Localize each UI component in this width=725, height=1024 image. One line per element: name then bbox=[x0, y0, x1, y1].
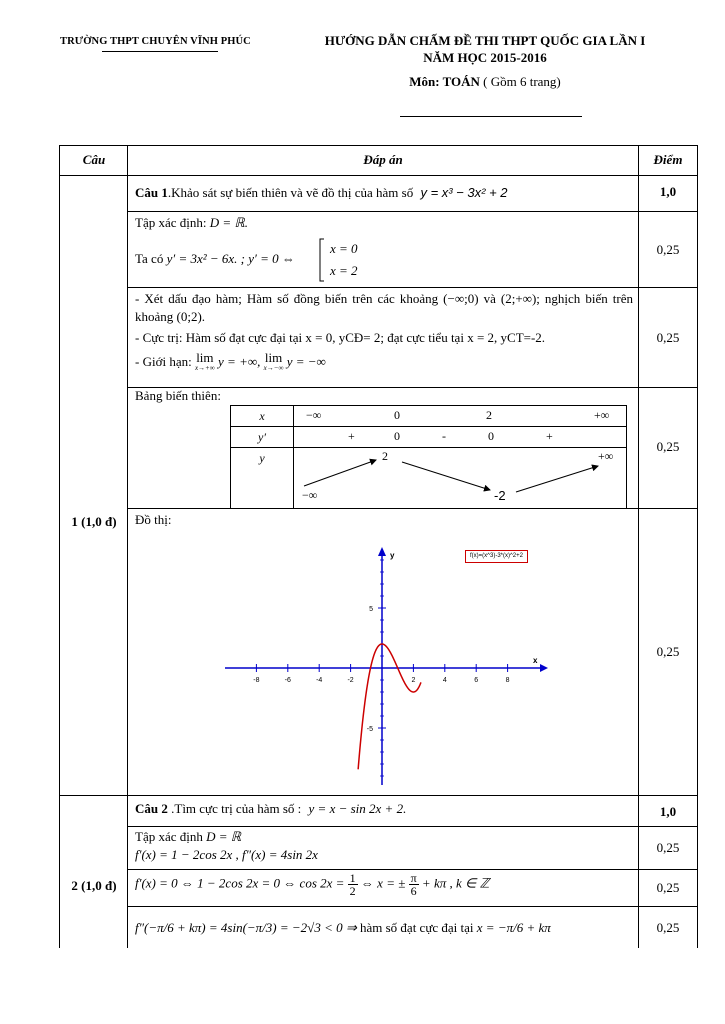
column-header-question: Câu bbox=[82, 152, 106, 167]
q2-crit-frac2-num: π bbox=[410, 871, 417, 885]
question-2-label: 2 (1,0 đ) bbox=[71, 878, 117, 893]
question-1-total-score: 1,0 bbox=[659, 184, 677, 199]
bbt-yp-zero2: 0 bbox=[488, 429, 494, 443]
q1-lim2-top: lim bbox=[264, 350, 283, 366]
q1-extrema-text: - Cực trị: Hàm số đạt cực đại tại x = 0, yCĐ= 2; đạt cực tiểu tại x = 2, yCT=-2. bbox=[135, 330, 546, 345]
q1-row4-score: 0,25 bbox=[656, 644, 680, 659]
q1-row1-score: 0,25 bbox=[656, 242, 680, 257]
graph-legend-text: f(x)=(x^3)-3*(x)^2+2 bbox=[470, 553, 523, 559]
x-tick-label: 4 bbox=[442, 677, 447, 684]
q1-lim1-expr: y = +∞, bbox=[218, 354, 261, 369]
bbt-yp-zero1: 0 bbox=[394, 429, 400, 443]
subject-label: Môn: TOÁN bbox=[409, 74, 480, 89]
q2-row1-score: 0,25 bbox=[656, 840, 680, 855]
bbt-x-0: 0 bbox=[394, 408, 400, 422]
column-header-score: Điểm bbox=[653, 152, 683, 167]
q1-domain-text: Tập xác định: bbox=[135, 215, 210, 230]
x-tick-label: -4 bbox=[316, 677, 323, 684]
x-tick-label: 2 bbox=[411, 677, 416, 684]
question-2-formula: y = x − sin 2x + 2. bbox=[308, 801, 407, 816]
q2-crit-a: f′(x) = 0 ⇔ 1 − 2cos 2x = 0 ⇔ cos 2x = bbox=[135, 875, 345, 891]
bbt-yp-label: y′ bbox=[231, 427, 294, 448]
question-1-label: 1 (1,0 đ) bbox=[71, 514, 117, 529]
q1-graph-label: Đồ thị: bbox=[135, 512, 172, 527]
bbt-x-2: 2 bbox=[486, 408, 492, 422]
q1-bbt-label: Bảng biến thiên: bbox=[135, 388, 221, 403]
bbt-yp-plus2: + bbox=[546, 429, 553, 443]
q1-limits-label: - Giới hạn: bbox=[135, 354, 195, 369]
question-1-prefix: Câu 1 bbox=[135, 185, 168, 200]
q2-domain-formula: D = ℝ bbox=[206, 829, 242, 844]
q1-lim2 bbox=[263, 350, 284, 373]
question-2-prefix: Câu 2 bbox=[135, 801, 168, 816]
x-tick-label: 6 bbox=[474, 677, 479, 684]
bbt-y-label: y bbox=[231, 448, 294, 509]
q1-domain-formula: D = ℝ. bbox=[209, 215, 248, 230]
question-2-total-score: 1,0 bbox=[659, 804, 677, 819]
q1-root-2: x = 2 bbox=[330, 263, 358, 278]
q1-lim1 bbox=[194, 350, 215, 373]
bbt-yp-plus1: + bbox=[348, 429, 355, 443]
q2-max-b: hàm số đạt cực đại tại bbox=[356, 920, 477, 935]
q1-row3-score: 0,25 bbox=[656, 439, 680, 454]
bbt-x-values bbox=[294, 406, 627, 427]
exam-title-line1: HƯỚNG DẪN CHẤM ĐỀ THI THPT QUỐC GIA LẦN I bbox=[324, 33, 646, 48]
q2-max-a: f″(−π/6 + kπ) = 4sin(−π/3) = −2√3 < 0 ⇒ bbox=[135, 920, 357, 935]
q1-lim1-top: lim bbox=[196, 350, 214, 366]
q1-lim1-bottom: x→+∞ bbox=[194, 364, 215, 373]
q1-system-bracket bbox=[318, 238, 326, 282]
function-curve bbox=[358, 644, 421, 769]
q2-maximum bbox=[135, 919, 635, 937]
y-tick-label: -5 bbox=[366, 726, 373, 733]
q1-variation-table bbox=[230, 405, 627, 509]
bbt-y-min: -2 bbox=[494, 488, 506, 503]
bbt-x-label: x bbox=[231, 406, 294, 427]
q1-domain bbox=[135, 214, 635, 232]
q2-critical-points bbox=[135, 872, 635, 897]
bbt-arrows bbox=[294, 448, 626, 508]
y-tick-label: 5 bbox=[369, 606, 373, 613]
q2-max-c: x = −π/6 + kπ bbox=[476, 920, 551, 935]
question-2-text: .Tìm cực trị của hàm số : bbox=[167, 801, 302, 816]
x-tick-label: 8 bbox=[505, 677, 510, 684]
bbt-x-neg-inf: −∞ bbox=[306, 408, 322, 422]
q2-domain-text: Tập xác định bbox=[135, 829, 207, 844]
q1-derivative-formula: y′ = 3x² − 6x. ; y′ = 0 ⇔ bbox=[166, 251, 295, 266]
q1-derivative bbox=[135, 250, 305, 268]
q2-domain bbox=[135, 828, 635, 846]
q2-crit-frac2 bbox=[409, 872, 419, 897]
bbt-yp-minus: - bbox=[442, 429, 446, 443]
exam-title-line2: NĂM HỌC 2015-2016 bbox=[423, 50, 547, 65]
school-name: TRƯỜNG THPT CHUYÊN VĨNH PHÚC bbox=[60, 36, 251, 47]
question-1-title bbox=[135, 184, 635, 202]
bbt-y-neg-inf: −∞ bbox=[302, 488, 318, 502]
q1-derivative-prefix: Ta có bbox=[135, 251, 167, 266]
q2-crit-c: + kπ , k ∈ ℤ bbox=[421, 875, 490, 891]
column-header-answer: Đáp án bbox=[363, 152, 403, 167]
q1-lim2-expr: y = −∞ bbox=[286, 354, 326, 369]
bbt-x-pos-inf: +∞ bbox=[594, 408, 610, 422]
bbt-y-pos-inf: +∞ bbox=[598, 449, 614, 463]
q1-limits bbox=[135, 350, 633, 373]
q2-crit-b: ⇔ x = ± bbox=[360, 875, 406, 891]
q2-crit-frac1 bbox=[348, 872, 358, 897]
q2-derivatives: f′(x) = 1 − 2cos 2x , f″(x) = 4sin 2x bbox=[135, 847, 318, 862]
x-axis-label: x bbox=[533, 656, 538, 665]
x-tick-label: -6 bbox=[284, 677, 291, 684]
question-1-formula: y = x³ − 3x² + 2 bbox=[420, 185, 508, 200]
q2-crit-frac2-den: 6 bbox=[410, 884, 417, 898]
y-axis-label: y bbox=[390, 551, 395, 560]
q2-crit-frac1-num: 1 bbox=[349, 871, 356, 885]
q2-row2-score: 0,25 bbox=[656, 880, 680, 895]
q1-lim2-bottom: x→−∞ bbox=[263, 364, 284, 373]
subject-note: ( Gồm 6 trang) bbox=[479, 74, 561, 89]
question-1-text: .Khảo sát sự biến thiên và vẽ đồ thị của hàm số bbox=[167, 185, 414, 200]
q2-row3-score: 0,25 bbox=[656, 920, 680, 935]
graph-legend bbox=[465, 550, 528, 563]
bbt-y-max: 2 bbox=[382, 449, 388, 463]
q1-sign-text: - Xét dấu đạo hàm; Hàm số đồng biến trên các khoảng (−∞;0) và (2;+∞); nghịch biến trên khoảng (0;2). bbox=[135, 291, 633, 324]
bbt-y-values bbox=[294, 448, 627, 509]
q1-row2-score: 0,25 bbox=[656, 330, 680, 345]
q1-function-graph bbox=[215, 540, 555, 790]
x-axis-arrow bbox=[540, 664, 548, 672]
bbt-yp-values bbox=[294, 427, 627, 448]
x-tick-label: -2 bbox=[347, 677, 354, 684]
x-tick-label: -8 bbox=[253, 677, 260, 684]
y-axis-arrow bbox=[378, 547, 386, 556]
question-2-title bbox=[135, 800, 635, 818]
q2-crit-frac1-den: 2 bbox=[349, 884, 356, 898]
q1-root-1: x = 0 bbox=[330, 241, 358, 256]
